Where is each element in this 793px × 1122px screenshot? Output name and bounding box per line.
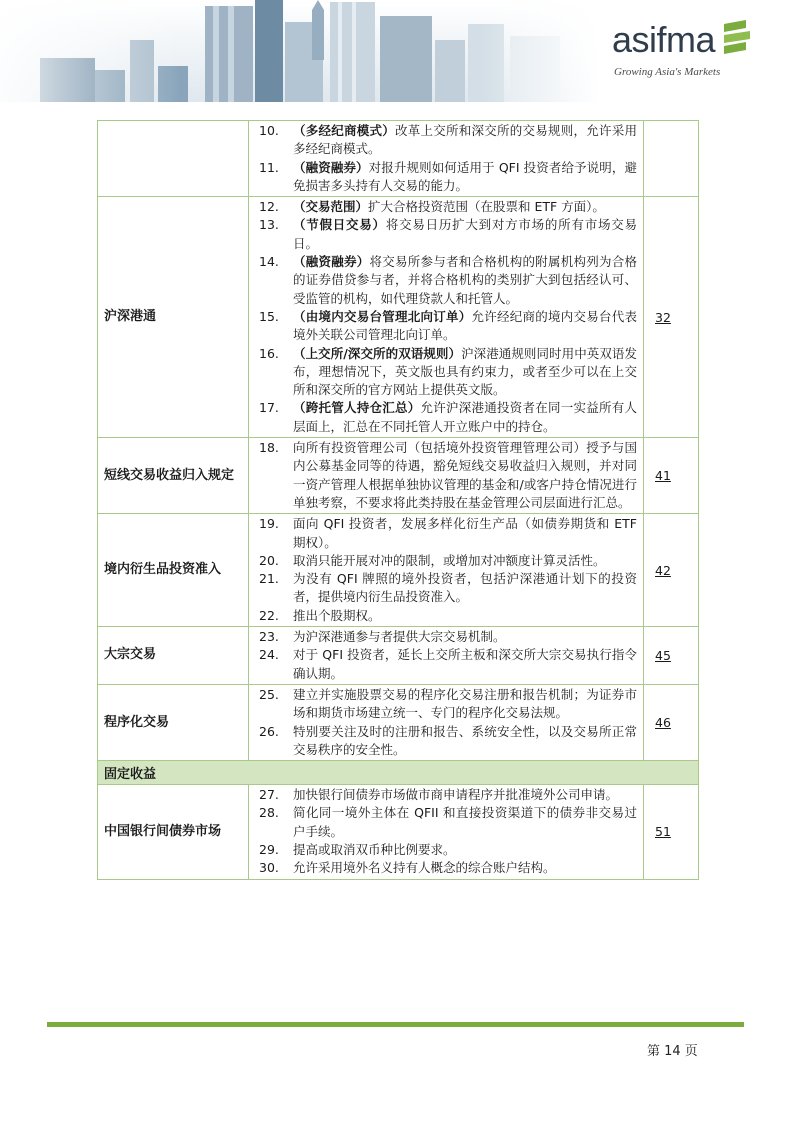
item-text <box>293 646 637 683</box>
item-body: 推出个股期权。 <box>293 607 381 623</box>
topic-cell: 中国银行间债券市场 <box>98 785 249 879</box>
item-body: 允许经纪商的境内交易台代表境外关联公司管理北向订单。 <box>293 308 637 343</box>
list-item <box>255 607 637 625</box>
page-ref-cell <box>644 197 699 438</box>
section-row-fixed-income <box>98 761 699 785</box>
item-number: 23. <box>259 629 279 645</box>
item-text <box>293 439 637 512</box>
item-number: 15. <box>259 308 279 324</box>
item-number: 10. <box>259 123 279 138</box>
list-item <box>255 345 637 400</box>
page-ref-cell <box>644 121 699 197</box>
topic-cell <box>98 121 249 197</box>
logo-mark-icon <box>724 20 750 60</box>
item-body: 特别要关注及时的注册和报告、系统安全性，以及交易所正常交易秩序的安全性。 <box>293 723 637 757</box>
item-text <box>293 122 637 159</box>
list-item <box>255 439 637 512</box>
list-item <box>255 841 637 859</box>
item-number: 27. <box>259 787 279 803</box>
list-item <box>255 686 637 723</box>
table-row <box>98 197 699 438</box>
list-item <box>255 198 637 216</box>
item-text <box>293 859 637 877</box>
item-text <box>293 686 637 723</box>
page-number: 第 14 页 <box>647 1044 698 1059</box>
item-body: 沪深港通规则同时用中英双语发布，理想情况下，英文版也具有约束力，或者至少可以在上交所和深交所的官方网站上提供英文版。 <box>293 345 637 398</box>
item-text <box>293 552 637 570</box>
item-text <box>293 515 637 552</box>
asifma-logo <box>612 18 752 88</box>
recommendations-cell <box>249 684 644 760</box>
topic-cell: 大宗交易 <box>98 627 249 685</box>
list-item <box>255 253 637 308</box>
list-item <box>255 859 637 877</box>
item-body: 简化同一境外主体在 QFII 和直接投资渠道下的债券非交易过户手续。 <box>293 805 637 839</box>
list-item <box>255 552 637 570</box>
item-body: 取消只能开展对冲的限制，或增加对冲额度计算灵活性。 <box>293 552 606 568</box>
item-title: （由境内交易台管理北向订单） <box>293 308 472 324</box>
list-item <box>255 122 637 159</box>
item-text <box>293 841 637 859</box>
item-body: 允许沪深港通投资者在同一实益所有人层面上，汇总在不同托管人开立账户中的持仓。 <box>293 400 637 434</box>
item-title: （融资融券） <box>293 254 370 270</box>
item-body: 对于 QFI 投资者，延长上交所主板和深交所大宗交易执行指令确认期。 <box>293 647 637 681</box>
page-ref-link[interactable]: 41 <box>655 468 671 484</box>
item-number: 22. <box>259 607 279 623</box>
list-item <box>255 646 637 683</box>
item-text <box>293 570 637 607</box>
item-text <box>293 723 637 760</box>
item-text <box>293 308 637 345</box>
section-heading: 固定收益 <box>98 761 699 785</box>
page-ref-cell <box>644 684 699 760</box>
table-row <box>98 785 699 879</box>
item-number: 29. <box>259 841 279 857</box>
list-item <box>255 399 637 436</box>
header-skyline-image <box>0 0 600 102</box>
item-title: （交易范围） <box>293 199 369 215</box>
item-body: 将交易日历扩大到对方市场的所有市场交易日。 <box>293 217 637 251</box>
item-text <box>293 399 637 436</box>
item-body: 扩大合格投资范围（在股票和 ETF 方面）。 <box>368 199 605 215</box>
item-number: 30. <box>259 860 279 876</box>
item-body: 向所有投资管理公司（包括境外投资管理管理公司）授予与国内公募基金同等的待遇，豁免短线交易收益归入规则，并对同一资产管理人根据单独协议管理的基金和/或客户持仓情况进行单独考察，不要求将此类持股在基金管理公司层面进行汇总。 <box>293 440 637 510</box>
item-text <box>293 216 637 253</box>
item-text <box>293 607 637 625</box>
item-title: （跨托管人持仓汇总） <box>293 400 421 416</box>
table-row <box>98 121 699 197</box>
item-number: 14. <box>259 254 279 270</box>
list-item <box>255 159 637 196</box>
logo-tagline: Growing Asia's Markets <box>614 66 721 78</box>
item-body: 将交易所参与者和合格机构的附属机构列为合格的证券借贷参与者，并将合格机构的类别扩大到包括经认可、受监管的机构，如代理贷款人和托管人。 <box>293 254 637 306</box>
item-body: 加快银行间债券市场做市商申请程序并批准境外公司申请。 <box>293 787 619 803</box>
page-ref-link[interactable]: 42 <box>655 562 671 578</box>
topic-cell: 沪深港通 <box>98 197 249 438</box>
item-number: 25. <box>259 686 279 702</box>
page-ref-link[interactable]: 45 <box>655 647 671 663</box>
logo-wordmark: asifma <box>612 19 716 60</box>
item-text <box>293 253 637 308</box>
list-item <box>255 570 637 607</box>
item-number: 18. <box>259 440 279 456</box>
table-row <box>98 514 699 627</box>
topic-cell: 短线交易收益归入规定 <box>98 438 249 514</box>
page-ref-link[interactable]: 32 <box>655 309 671 325</box>
item-number: 24. <box>259 647 279 663</box>
item-body: 提高或取消双币种比例要求。 <box>293 841 456 857</box>
page-ref-cell <box>644 438 699 514</box>
item-number: 21. <box>259 571 279 587</box>
item-text <box>293 159 637 196</box>
item-title: （节假日交易） <box>293 217 386 233</box>
item-title: （上交所/深交所的双语规则） <box>293 345 462 361</box>
list-item <box>255 804 637 841</box>
item-body: 面向 QFI 投资者，发展多样化衍生产品（如债券期货和 ETF 期权）。 <box>293 516 637 550</box>
recommendations-cell <box>249 197 644 438</box>
item-number: 20. <box>259 552 279 568</box>
page-ref-cell <box>644 514 699 627</box>
item-text <box>293 786 637 804</box>
list-item <box>255 723 637 760</box>
list-item <box>255 786 637 804</box>
recommendations-table <box>97 120 699 880</box>
recommendations-cell <box>249 514 644 627</box>
item-number: 12. <box>259 199 279 215</box>
page-ref-link[interactable]: 46 <box>655 715 671 730</box>
item-number: 16. <box>259 345 279 361</box>
list-item <box>255 308 637 345</box>
item-body: 建立并实施股票交易的程序化交易注册和报告机制；为证券市场和期货市场建立统一、专门的程序化交易法规。 <box>293 686 637 721</box>
recommendations-cell <box>249 627 644 685</box>
item-text <box>293 804 637 841</box>
page-ref-cell <box>644 785 699 879</box>
item-body: 为沪深港通参与者提供大宗交易机制。 <box>293 629 506 645</box>
item-body: 对报升规则如何适用于 QFI 投资者给予说明，避免损害多头持有人交易的能力。 <box>293 159 637 193</box>
item-text <box>293 628 637 646</box>
footer-rule <box>47 1022 744 1027</box>
item-text <box>293 198 637 216</box>
item-number: 13. <box>259 217 279 233</box>
item-text <box>293 345 637 400</box>
item-number: 26. <box>259 723 279 739</box>
item-title: （多经纪商模式） <box>293 123 395 138</box>
recommendations-cell <box>249 785 644 879</box>
item-number: 28. <box>259 805 279 821</box>
topic-cell: 境内衍生品投资准入 <box>98 514 249 627</box>
item-number: 11. <box>259 159 279 175</box>
list-item <box>255 628 637 646</box>
list-item <box>255 515 637 552</box>
item-body: 允许采用境外名义持有人概念的综合账户结构。 <box>293 860 556 876</box>
item-body: 改革上交所和深交所的交易规则，允许采用多经纪商模式。 <box>293 123 637 157</box>
recommendations-cell <box>249 438 644 514</box>
table-row <box>98 438 699 514</box>
list-item <box>255 216 637 253</box>
topic-cell: 程序化交易 <box>98 684 249 760</box>
recommendations-cell <box>249 121 644 197</box>
page-ref-link[interactable]: 51 <box>655 824 671 840</box>
table-row <box>98 627 699 685</box>
item-number: 17. <box>259 400 279 416</box>
page-ref-cell <box>644 627 699 685</box>
item-number: 19. <box>259 516 279 532</box>
table-row <box>98 684 699 760</box>
item-body: 为没有 QFI 牌照的境外投资者，包括沪深港通计划下的投资者，提供境内衍生品投资准入。 <box>293 571 637 605</box>
item-title: （融资融券） <box>293 159 369 175</box>
